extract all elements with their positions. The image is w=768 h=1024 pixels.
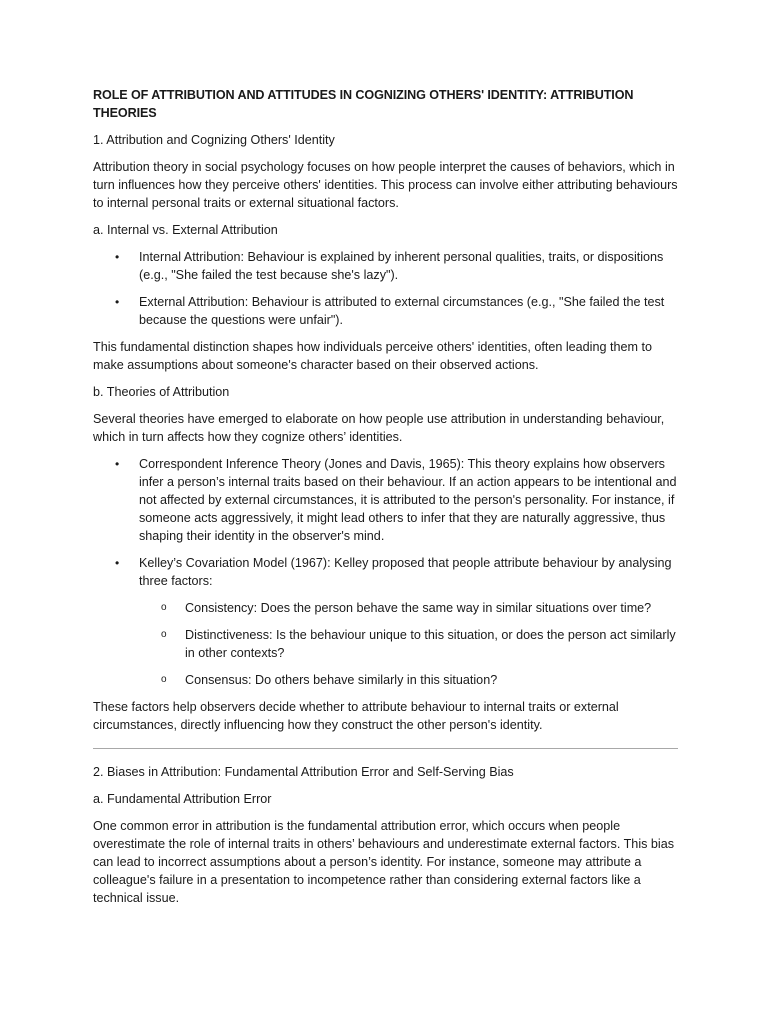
- circle-bullet-icon: o: [161, 674, 167, 685]
- section-2a-body: One common error in attribution is the fundamental attribution error, which occurs when people overestimate the role of internal traits in others’ behaviours and underestimate external factors. This bias can lead to incorrect assumptions about a person’s identity. For instance, someone may attribute a colleague's failure in a presentation to incompetence rather than considering external factors like a technical issue.: [93, 819, 675, 905]
- section-1a-summary: This fundamental distinction shapes how individuals perceive others' identities, often leading them to make assumptions about someone's character based on their observed actions.: [93, 340, 652, 372]
- list-item-text: Correspondent Inference Theory (Jones and Davis, 1965): This theory explains how observers infer a person’s internal traits based on their behaviour. If an action appears to be intentional and not affected by external circumstances, it is attributed to the person's personality. For instance, if someone acts aggressively, it might lead others to infer that they are naturally aggressive, thus shaping their identity in the observer's mind.: [139, 457, 677, 543]
- section-2a-heading: a. Fundamental Attribution Error: [93, 792, 272, 806]
- attribution-types-list: [93, 248, 678, 329]
- section-1a-heading: a. Internal vs. External Attribution: [93, 223, 278, 237]
- list-item: [93, 293, 678, 329]
- section-1b-heading: b. Theories of Attribution: [93, 385, 230, 399]
- list-item: [93, 455, 678, 545]
- document-title: ROLE OF ATTRIBUTION AND ATTITUDES IN COGNIZING OTHERS' IDENTITY: ATTRIBUTION THEORIES: [93, 88, 634, 120]
- section-divider: [93, 748, 678, 749]
- section-1b-summary: These factors help observers decide whether to attribute behaviour to internal traits or external circumstances, directly influencing how they construct the other person's identity.: [93, 700, 619, 732]
- sub-list-item-text: Consistency: Does the person behave the same way in similar situations over time?: [185, 601, 652, 615]
- section-1b-intro: Several theories have emerged to elaborate on how people use attribution in understanding behaviour, which in turn affects how they cognize others’ identities.: [93, 412, 665, 444]
- circle-bullet-icon: o: [161, 629, 167, 640]
- attribution-theories-list: [93, 455, 678, 689]
- list-item: [93, 554, 678, 689]
- bullet-icon: •: [115, 457, 120, 471]
- sub-list-item-text: Distinctiveness: Is the behaviour unique to this situation, or does the person act similarly in other contexts?: [185, 628, 676, 660]
- document-page: [93, 86, 678, 916]
- list-item: [93, 248, 678, 284]
- section-2-heading: 2. Biases in Attribution: Fundamental Attribution Error and Self-Serving Bias: [93, 765, 514, 779]
- bullet-icon: •: [115, 295, 120, 309]
- section-1-intro: Attribution theory in social psychology focuses on how people interpret the causes of behaviors, which in turn influences how they perceive others' identities. This process can involve either attributing behaviours to internal personal traits or external situational factors.: [93, 160, 678, 210]
- bullet-icon: •: [115, 556, 120, 570]
- bullet-icon: •: [115, 250, 120, 264]
- covariation-factors-list: [139, 599, 678, 689]
- sub-list-item-text: Consensus: Do others behave similarly in this situation?: [185, 673, 498, 687]
- list-item-text: Internal Attribution: Behaviour is explained by inherent personal qualities, traits, or dispositions (e.g., "She failed the test because she's lazy").: [139, 250, 664, 282]
- list-item-text: Kelley’s Covariation Model (1967): Kelley proposed that people attribute behaviour by analysing three factors:: [139, 556, 672, 588]
- sub-list-item: [139, 599, 678, 617]
- sub-list-item: [139, 626, 678, 662]
- circle-bullet-icon: o: [161, 602, 167, 613]
- list-item-text: External Attribution: Behaviour is attributed to external circumstances (e.g., "She failed the test because the questions were unfair").: [139, 295, 665, 327]
- section-1-heading: 1. Attribution and Cognizing Others' Identity: [93, 133, 335, 147]
- sub-list-item: [139, 671, 678, 689]
